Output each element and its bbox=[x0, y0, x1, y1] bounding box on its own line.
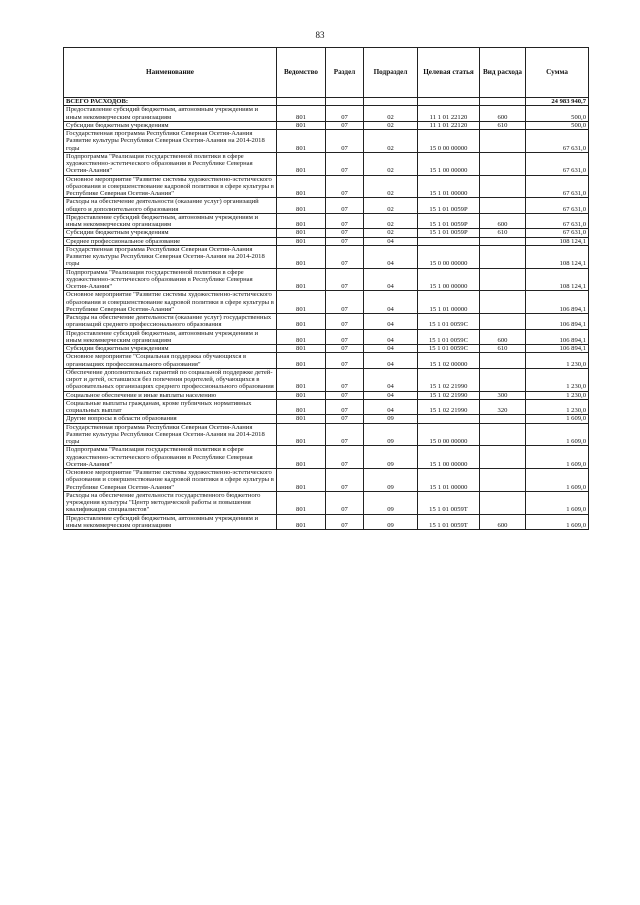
cell-raz: 07 bbox=[326, 345, 364, 353]
cell-raz: 07 bbox=[326, 152, 364, 175]
cell-vid: 610 bbox=[480, 121, 526, 129]
cell-raz: 07 bbox=[326, 491, 364, 514]
table-row bbox=[64, 152, 589, 175]
cell-ved: 801 bbox=[277, 491, 326, 514]
cell-sum: 67 631,0 bbox=[526, 198, 589, 214]
table-row bbox=[64, 446, 589, 469]
cell-ved: 801 bbox=[277, 229, 326, 237]
cell-sum: 1 609,0 bbox=[526, 514, 589, 530]
cell-sum: 1 609,0 bbox=[526, 469, 589, 492]
cell-vid: 610 bbox=[480, 229, 526, 237]
cell-name: Предоставление субсидий бюджетным, автономным учреждениям и иным некоммерческим организациям bbox=[64, 329, 277, 345]
cell-pod: 09 bbox=[364, 469, 418, 492]
cell-vid bbox=[480, 423, 526, 446]
cell-ved: 801 bbox=[277, 268, 326, 291]
cell-cel: 15 1 02 21990 bbox=[418, 391, 480, 399]
cell-vid bbox=[480, 237, 526, 245]
cell-cel: 15 1 01 0059С bbox=[418, 329, 480, 345]
cell-raz: 07 bbox=[326, 237, 364, 245]
cell-ved: 801 bbox=[277, 353, 326, 369]
cell-name: Субсидии бюджетным учреждениям bbox=[64, 229, 277, 237]
cell-cel: 15 1 01 00000 bbox=[418, 291, 480, 314]
cell-pod: 02 bbox=[364, 175, 418, 198]
cell-ved: 801 bbox=[277, 213, 326, 229]
table-row bbox=[64, 423, 589, 446]
cell-cel: 15 1 01 0059Р bbox=[418, 198, 480, 214]
cell-ved: 801 bbox=[277, 514, 326, 530]
cell-cel: 15 1 01 0059Т bbox=[418, 491, 480, 514]
cell-ved: 801 bbox=[277, 446, 326, 469]
cell-cel: 15 1 02 21990 bbox=[418, 368, 480, 391]
cell-sum: 1 609,0 bbox=[526, 491, 589, 514]
table-row bbox=[64, 268, 589, 291]
cell-pod: 04 bbox=[364, 329, 418, 345]
cell-vid bbox=[480, 415, 526, 423]
cell-name: Субсидии бюджетным учреждениям bbox=[64, 345, 277, 353]
cell-sum: 1 230,0 bbox=[526, 399, 589, 415]
cell-raz: 07 bbox=[326, 291, 364, 314]
cell-cel: 15 1 00 00000 bbox=[418, 446, 480, 469]
cell-name: Среднее профессиональное образование bbox=[64, 237, 277, 245]
cell-raz: 07 bbox=[326, 399, 364, 415]
cell-name: Подпрограмма "Реализация государственной политики в сфере художественно-эстетического образования в Республике Северная Осетия-Алания" bbox=[64, 152, 277, 175]
cell-name: Предоставление субсидий бюджетным, автономным учреждениям и иным некоммерческим организациям bbox=[64, 514, 277, 530]
cell-ved: 801 bbox=[277, 314, 326, 330]
cell-vid bbox=[480, 152, 526, 175]
cell-name: Основное мероприятие "Социальная поддержка обучающихся в организациях профессионального образования" bbox=[64, 353, 277, 369]
cell-cel bbox=[418, 237, 480, 245]
cell-vid bbox=[480, 268, 526, 291]
table-row bbox=[64, 353, 589, 369]
cell-raz: 07 bbox=[326, 198, 364, 214]
header-summa: Сумма bbox=[526, 48, 589, 98]
cell-name: Государственная программа Республики Северная Осетия-Алания Развитие культуры Республики Северная Осетия-Алания на 2014-2018 годы bbox=[64, 423, 277, 446]
table-row bbox=[64, 237, 589, 245]
header-ved: Ведомство bbox=[277, 48, 326, 98]
cell-ved: 801 bbox=[277, 152, 326, 175]
cell-ved: 801 bbox=[277, 175, 326, 198]
header-celevaya: Целевая статья bbox=[418, 48, 480, 98]
cell-vid: 300 bbox=[480, 391, 526, 399]
cell-vid bbox=[480, 291, 526, 314]
cell-raz: 07 bbox=[326, 106, 364, 122]
cell-pod: 02 bbox=[364, 229, 418, 237]
cell-vid bbox=[480, 353, 526, 369]
cell-pod: 04 bbox=[364, 245, 418, 268]
cell-name: Социальные выплаты гражданам, кроме публичных нормативных социальных выплат bbox=[64, 399, 277, 415]
cell-raz: 07 bbox=[326, 329, 364, 345]
cell-raz: 07 bbox=[326, 121, 364, 129]
header-razdel: Раздел bbox=[326, 48, 364, 98]
cell-pod: 09 bbox=[364, 415, 418, 423]
total-row bbox=[64, 98, 589, 106]
cell-name: Расходы на обеспечение деятельности (оказание услуг) государственных организаций среднего профессионального образования bbox=[64, 314, 277, 330]
cell-vid bbox=[480, 446, 526, 469]
table-row bbox=[64, 491, 589, 514]
header-podrazdel: Подраздел bbox=[364, 48, 418, 98]
cell-sum: 67 631,0 bbox=[526, 175, 589, 198]
cell-pod: 04 bbox=[364, 314, 418, 330]
cell-vid bbox=[480, 245, 526, 268]
cell-name: Другие вопросы в области образования bbox=[64, 415, 277, 423]
cell-pod: 04 bbox=[364, 391, 418, 399]
cell-sum: 108 124,1 bbox=[526, 237, 589, 245]
cell-cel: 15 1 01 00000 bbox=[418, 175, 480, 198]
table-row bbox=[64, 314, 589, 330]
cell-ved: 801 bbox=[277, 130, 326, 153]
cell-ved: 801 bbox=[277, 469, 326, 492]
cell-vid: 600 bbox=[480, 213, 526, 229]
table-row bbox=[64, 213, 589, 229]
total-sum: 24 983 940,7 bbox=[526, 98, 589, 106]
cell-pod: 09 bbox=[364, 514, 418, 530]
cell-sum: 1 230,0 bbox=[526, 391, 589, 399]
cell-name: Расходы на обеспечение деятельности государственного бюджетного учреждения культуры "Центр методической работы и повышения квалификации специалистов" bbox=[64, 491, 277, 514]
cell-sum: 1 609,0 bbox=[526, 415, 589, 423]
cell-raz: 07 bbox=[326, 229, 364, 237]
cell-raz: 07 bbox=[326, 245, 364, 268]
cell-name: Основное мероприятие "Развитие системы художественно-эстетического образования и совершенствование кадровой политики в сфере культуры в Республике Северная Осетия-Алания" bbox=[64, 291, 277, 314]
cell-sum: 500,0 bbox=[526, 121, 589, 129]
cell-raz: 07 bbox=[326, 353, 364, 369]
cell-pod: 04 bbox=[364, 237, 418, 245]
cell-name: Основное мероприятие "Развитие системы художественно-эстетического образования и совершенствование кадровой политики в сфере культуры в Республике Северная Осетия-Алания" bbox=[64, 469, 277, 492]
cell-ved: 801 bbox=[277, 391, 326, 399]
cell-vid bbox=[480, 130, 526, 153]
header-vid: Вид расхода bbox=[480, 48, 526, 98]
cell-cel: 15 1 00 00000 bbox=[418, 268, 480, 291]
cell-ved: 801 bbox=[277, 198, 326, 214]
cell-ved: 801 bbox=[277, 245, 326, 268]
cell-sum: 106 894,1 bbox=[526, 345, 589, 353]
cell-vid: 610 bbox=[480, 345, 526, 353]
cell-vid: 600 bbox=[480, 514, 526, 530]
cell-raz: 07 bbox=[326, 130, 364, 153]
cell-raz: 07 bbox=[326, 514, 364, 530]
cell-cel: 11 1 01 22120 bbox=[418, 106, 480, 122]
cell-cel: 15 1 02 21990 bbox=[418, 399, 480, 415]
table-row bbox=[64, 198, 589, 214]
cell-sum: 67 631,0 bbox=[526, 152, 589, 175]
table-row bbox=[64, 345, 589, 353]
cell-pod: 04 bbox=[364, 345, 418, 353]
cell-cel: 15 1 01 0059Р bbox=[418, 213, 480, 229]
cell-name: Подпрограмма "Реализация государственной политики в сфере художественно-эстетического образования в Республике Северная Осетия-Алания" bbox=[64, 446, 277, 469]
cell-ved: 801 bbox=[277, 237, 326, 245]
budget-table bbox=[63, 47, 589, 530]
cell-pod: 02 bbox=[364, 106, 418, 122]
cell-sum: 106 894,1 bbox=[526, 329, 589, 345]
cell-vid bbox=[480, 368, 526, 391]
cell-pod: 04 bbox=[364, 399, 418, 415]
cell-name: Обеспечение дополнительных гарантий по социальной поддержке детей-сирот и детей, оставшихся без попечения родителей, обучающихся в образовательных организациях среднего профессионального образования bbox=[64, 368, 277, 391]
table-row bbox=[64, 514, 589, 530]
cell-ved: 801 bbox=[277, 368, 326, 391]
cell-cel: 15 1 01 0059Т bbox=[418, 514, 480, 530]
cell-sum: 106 894,1 bbox=[526, 291, 589, 314]
cell-cel: 15 0 00 00000 bbox=[418, 423, 480, 446]
cell-pod: 02 bbox=[364, 213, 418, 229]
cell-sum: 106 894,1 bbox=[526, 314, 589, 330]
cell-ved: 801 bbox=[277, 106, 326, 122]
cell-pod: 02 bbox=[364, 121, 418, 129]
cell-ved: 801 bbox=[277, 291, 326, 314]
cell-sum: 1 230,0 bbox=[526, 368, 589, 391]
cell-vid bbox=[480, 314, 526, 330]
page-number: 83 bbox=[315, 30, 325, 40]
cell-vid: 600 bbox=[480, 106, 526, 122]
table-row bbox=[64, 291, 589, 314]
cell-raz: 07 bbox=[326, 268, 364, 291]
cell-raz: 07 bbox=[326, 368, 364, 391]
cell-ved: 801 bbox=[277, 415, 326, 423]
table-header-row bbox=[64, 48, 589, 98]
cell-raz: 07 bbox=[326, 415, 364, 423]
table-row bbox=[64, 245, 589, 268]
cell-pod: 04 bbox=[364, 368, 418, 391]
cell-vid bbox=[480, 175, 526, 198]
cell-ved: 801 bbox=[277, 121, 326, 129]
cell-pod: 09 bbox=[364, 423, 418, 446]
cell-pod: 04 bbox=[364, 268, 418, 291]
cell-pod: 02 bbox=[364, 152, 418, 175]
cell-cel bbox=[418, 415, 480, 423]
cell-cel: 15 0 00 00000 bbox=[418, 245, 480, 268]
cell-cel: 15 1 02 00000 bbox=[418, 353, 480, 369]
cell-vid bbox=[480, 198, 526, 214]
table-row bbox=[64, 391, 589, 399]
cell-name: Государственная программа Республики Северная Осетия-Алания Развитие культуры Республики Северная Осетия-Алания на 2014-2018 годы bbox=[64, 245, 277, 268]
cell-sum: 67 631,0 bbox=[526, 229, 589, 237]
cell-name: Предоставление субсидий бюджетным, автономным учреждениям и иным некоммерческим организациям bbox=[64, 106, 277, 122]
cell-sum: 1 609,0 bbox=[526, 446, 589, 469]
total-label: ВСЕГО РАСХОДОВ: bbox=[64, 98, 277, 106]
table-row bbox=[64, 229, 589, 237]
cell-cel: 11 1 01 22120 bbox=[418, 121, 480, 129]
cell-pod: 02 bbox=[364, 130, 418, 153]
cell-name: Государственная программа Республики Северная Осетия-Алания Развитие культуры Республики Северная Осетия-Алания на 2014-2018 годы bbox=[64, 130, 277, 153]
cell-sum: 67 631,0 bbox=[526, 130, 589, 153]
cell-ved: 801 bbox=[277, 399, 326, 415]
table-body bbox=[64, 98, 589, 530]
cell-raz: 07 bbox=[326, 469, 364, 492]
cell-ved: 801 bbox=[277, 423, 326, 446]
cell-pod: 02 bbox=[364, 198, 418, 214]
cell-cel: 15 1 01 00000 bbox=[418, 469, 480, 492]
cell-ved: 801 bbox=[277, 345, 326, 353]
cell-pod: 09 bbox=[364, 446, 418, 469]
cell-raz: 07 bbox=[326, 446, 364, 469]
cell-ved: 801 bbox=[277, 329, 326, 345]
cell-sum: 108 124,1 bbox=[526, 245, 589, 268]
cell-raz: 07 bbox=[326, 314, 364, 330]
cell-sum: 108 124,1 bbox=[526, 268, 589, 291]
cell-cel: 15 0 00 00000 bbox=[418, 130, 480, 153]
table-row bbox=[64, 329, 589, 345]
table-row bbox=[64, 106, 589, 122]
cell-name: Расходы на обеспечение деятельности (оказание услуг) организаций общего и дополнительного образования bbox=[64, 198, 277, 214]
cell-cel: 15 1 00 00000 bbox=[418, 152, 480, 175]
table-row bbox=[64, 415, 589, 423]
header-name: Наименование bbox=[64, 48, 277, 98]
cell-pod: 04 bbox=[364, 353, 418, 369]
cell-sum: 67 631,0 bbox=[526, 213, 589, 229]
table-row bbox=[64, 121, 589, 129]
cell-name: Основное мероприятие "Развитие системы художественно-эстетического образования и совершенствование кадровой политики в сфере культуры в Республике Северная Осетия-Алания" bbox=[64, 175, 277, 198]
cell-sum: 500,0 bbox=[526, 106, 589, 122]
cell-name: Социальное обеспечение и иные выплаты населению bbox=[64, 391, 277, 399]
cell-vid: 600 bbox=[480, 329, 526, 345]
cell-cel: 15 1 01 0059С bbox=[418, 345, 480, 353]
cell-name: Подпрограмма "Реализация государственной политики в сфере художественно-эстетического образования в Республике Северная Осетия-Алания" bbox=[64, 268, 277, 291]
cell-raz: 07 bbox=[326, 391, 364, 399]
cell-sum: 1 230,0 bbox=[526, 353, 589, 369]
table-row bbox=[64, 399, 589, 415]
cell-vid bbox=[480, 491, 526, 514]
cell-pod: 04 bbox=[364, 291, 418, 314]
cell-sum: 1 609,0 bbox=[526, 423, 589, 446]
cell-cel: 15 1 01 0059Р bbox=[418, 229, 480, 237]
table-row bbox=[64, 368, 589, 391]
table-row bbox=[64, 130, 589, 153]
table-row bbox=[64, 175, 589, 198]
cell-name: Субсидии бюджетным учреждениям bbox=[64, 121, 277, 129]
cell-raz: 07 bbox=[326, 213, 364, 229]
cell-raz: 07 bbox=[326, 423, 364, 446]
table-row bbox=[64, 469, 589, 492]
cell-raz: 07 bbox=[326, 175, 364, 198]
cell-cel: 15 1 01 0059С bbox=[418, 314, 480, 330]
cell-vid bbox=[480, 469, 526, 492]
cell-vid: 320 bbox=[480, 399, 526, 415]
cell-pod: 09 bbox=[364, 491, 418, 514]
cell-name: Предоставление субсидий бюджетным, автономным учреждениям и иным некоммерческим организациям bbox=[64, 213, 277, 229]
